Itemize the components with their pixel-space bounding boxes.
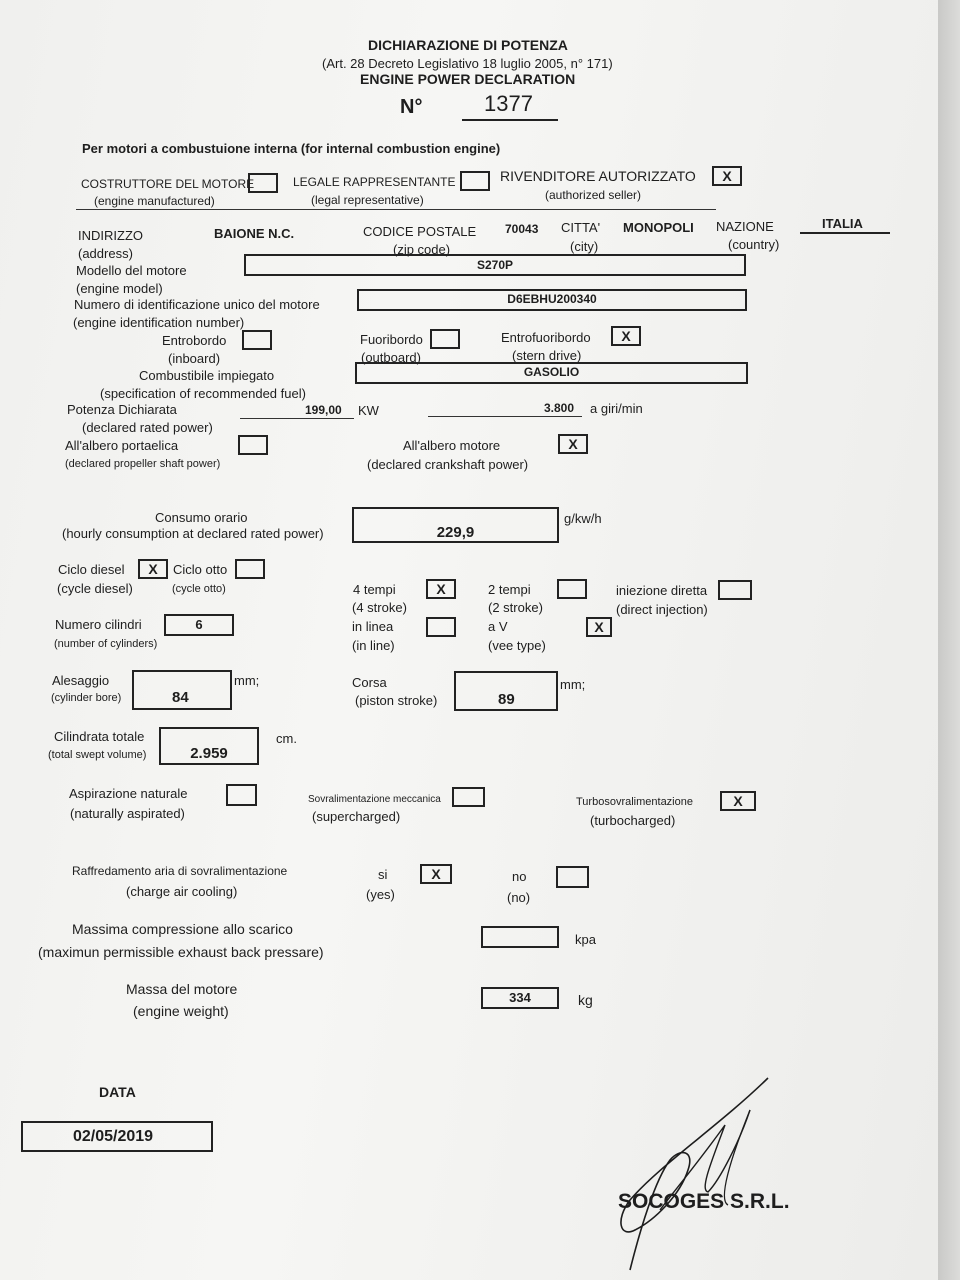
weight-label-en: (engine weight) (133, 1003, 229, 1019)
bore-label-en: (cylinder bore) (51, 692, 122, 704)
charge-air-cooling-label: Raffredamento aria di sovralimentazione (72, 864, 288, 878)
propeller-checkbox[interactable] (238, 435, 268, 455)
two-stroke-label: 2 tempi (488, 582, 531, 597)
engine-id-field[interactable]: D6EBHU200340 (357, 289, 747, 311)
exhaust-unit: kpa (575, 932, 596, 947)
cylinders-label-en: (number of cylinders) (54, 638, 158, 650)
exhaust-label-en: (maximun permissible exhaust back pressare) (38, 944, 324, 960)
address-value: BAIONE N.C. (214, 226, 295, 241)
zip-label: CODICE POSTALE (363, 224, 477, 239)
turbocharged-label-en: (turbocharged) (590, 813, 676, 828)
seller-label-en: (authorized seller) (545, 188, 642, 202)
cycle-diesel-label-en: (cycle diesel) (57, 581, 133, 596)
rpm-unit: a giri/min (590, 401, 643, 416)
city-label: CITTA' (561, 220, 601, 235)
inline-label: in linea (352, 619, 394, 634)
manufacturer-checkbox[interactable] (248, 173, 278, 193)
outboard-label-en: (outboard) (361, 350, 421, 365)
country-label-en: (country) (728, 237, 780, 252)
model-field[interactable]: S270P (244, 254, 746, 276)
rpm-value: 3.800 (544, 401, 575, 415)
stroke-unit: mm; (560, 677, 586, 692)
power-value: 199,00 (305, 403, 342, 417)
natural-aspiration-checkbox[interactable] (226, 784, 257, 806)
consumption-field[interactable]: 229,9 (352, 507, 559, 543)
manufacturer-label-en: (engine manufactured) (94, 194, 215, 208)
two-stroke-label-en: (2 stroke) (488, 600, 543, 615)
yes-label: si (378, 867, 388, 882)
fuel-label-en: (specification of recommended fuel) (100, 386, 306, 401)
seller-label: RIVENDITORE AUTORIZZATO (500, 168, 696, 184)
stern-drive-label-en: (stern drive) (512, 348, 582, 363)
direct-injection-label: iniezione diretta (616, 583, 708, 598)
cycle-otto-label-en: (cycle otto) (172, 583, 226, 595)
direct-injection-checkbox[interactable] (718, 580, 752, 600)
id-label: Numero di identificazione unico del motore (74, 297, 320, 312)
volume-field[interactable]: 2.959 (159, 727, 259, 765)
four-stroke-label-en: (4 stroke) (352, 600, 407, 615)
inboard-checkbox[interactable] (242, 330, 272, 350)
crankshaft-label-en: (declared crankshaft power) (367, 457, 529, 472)
company-name: SOCOGES S.R.L. (618, 1190, 790, 1213)
crankshaft-checkbox[interactable]: X (558, 434, 588, 454)
supercharged-checkbox[interactable] (452, 787, 485, 807)
consumption-label-en: (hourly consumption at declared rated power) (62, 526, 324, 541)
cooling-no-checkbox[interactable] (556, 866, 589, 888)
power-label: Potenza Dichiarata (67, 402, 177, 417)
cycle-otto-label: Ciclo otto (173, 562, 228, 577)
cycle-diesel-label: Ciclo diesel (58, 562, 125, 577)
city-label-en: (city) (570, 239, 599, 254)
date-label: DATA (99, 1084, 136, 1100)
seller-checkbox[interactable]: X (712, 166, 742, 186)
inline-checkbox[interactable] (426, 617, 456, 637)
turbocharged-checkbox[interactable]: X (720, 791, 756, 811)
exhaust-label: Massima compressione allo scarico (72, 921, 293, 937)
outboard-checkbox[interactable] (430, 329, 460, 349)
vee-label-en: (vee type) (488, 638, 546, 653)
vee-label: a V (488, 619, 508, 634)
fuel-label: Combustibile impiegato (139, 368, 275, 383)
address-label-en: (address) (78, 246, 133, 261)
crankshaft-label: All'albero motore (403, 438, 501, 453)
power-unit: KW (358, 403, 379, 418)
stroke-field[interactable]: 89 (454, 671, 558, 711)
weight-label: Massa del motore (126, 981, 238, 997)
declaration-number: 1377 (484, 91, 533, 116)
cylinders-field[interactable]: 6 (164, 614, 234, 636)
volume-label: Cilindrata totale (54, 729, 145, 744)
bore-unit: mm; (234, 673, 260, 688)
stern-drive-checkbox[interactable]: X (611, 326, 641, 346)
manufacturer-label: COSTRUTTORE DEL MOTORE (81, 177, 255, 191)
law-reference: (Art. 28 Decreto Legislativo 18 luglio 2005, n° 171) (322, 56, 613, 71)
stern-drive-label: Entrofuoribordo (501, 330, 591, 345)
page-edge-shadow (938, 0, 960, 1280)
weight-unit: kg (578, 992, 593, 1008)
consumption-label: Consumo orario (155, 510, 248, 525)
zip-value: 70043 (505, 222, 539, 236)
legal-rep-label-en: (legal representative) (311, 193, 424, 207)
country-underline (800, 232, 890, 234)
turbocharged-label: Turbosovralimentazione (576, 796, 693, 808)
propeller-label-en: (declared propeller shaft power) (65, 458, 221, 470)
four-stroke-checkbox[interactable]: X (426, 579, 456, 599)
id-label-en: (engine identification number) (73, 315, 245, 330)
legal-rep-label: LEGALE RAPPRESENTANTE (293, 175, 456, 189)
inboard-label-en: (inboard) (168, 351, 221, 366)
cylinders-label: Numero cilindri (55, 617, 142, 632)
outboard-label: Fuoribordo (360, 332, 423, 347)
country-value: ITALIA (822, 216, 863, 231)
role-divider (76, 209, 716, 210)
number-label: N° (400, 96, 423, 118)
city-value: MONOPOLI (623, 220, 694, 235)
no-label-en: (no) (507, 890, 531, 905)
two-stroke-checkbox[interactable] (557, 579, 587, 599)
date-field[interactable]: 02/05/2019 (21, 1121, 213, 1152)
model-label: Modello del motore (76, 263, 187, 278)
power-underline (240, 418, 354, 419)
cycle-diesel-checkbox[interactable]: X (138, 559, 168, 579)
cycle-otto-checkbox[interactable] (235, 559, 265, 579)
weight-field[interactable]: 334 (481, 987, 559, 1009)
zip-label-en: (zip code) (393, 242, 451, 257)
four-stroke-label: 4 tempi (353, 582, 396, 597)
legal-rep-checkbox[interactable] (460, 171, 490, 191)
bore-label: Alesaggio (52, 673, 110, 688)
power-label-en: (declared rated power) (82, 420, 213, 435)
fuel-field[interactable]: GASOLIO (355, 362, 748, 384)
direct-injection-label-en: (direct injection) (616, 602, 708, 617)
inline-label-en: (in line) (352, 638, 395, 653)
charge-air-cooling-label-en: (charge air cooling) (126, 884, 238, 899)
inboard-label: Entrobordo (162, 333, 227, 348)
consumption-unit: g/kw/h (564, 511, 602, 526)
exhaust-field[interactable] (481, 926, 559, 948)
stroke-label: Corsa (352, 675, 387, 690)
address-label: INDIRIZZO (78, 228, 143, 243)
natural-aspiration-label-en: (naturally aspirated) (70, 806, 185, 821)
no-label: no (512, 869, 527, 884)
document-title-en: ENGINE POWER DECLARATION (360, 71, 576, 87)
cooling-yes-checkbox[interactable]: X (420, 864, 452, 884)
number-underline (462, 119, 558, 121)
document-title: DICHIARAZIONE DI POTENZA (368, 37, 568, 53)
supercharged-label: Sovralimentazione meccanica (308, 794, 441, 805)
bore-field[interactable]: 84 (132, 670, 232, 710)
intro-text: Per motori a combustuione interna (for internal combustion engine) (82, 141, 501, 156)
stroke-label-en: (piston stroke) (355, 693, 438, 708)
propeller-label: All'albero portaelica (65, 438, 179, 453)
vee-checkbox[interactable]: X (586, 617, 612, 637)
volume-unit: cm. (276, 731, 297, 746)
natural-aspiration-label: Aspirazione naturale (69, 786, 188, 801)
rpm-underline (428, 416, 582, 417)
yes-label-en: (yes) (366, 887, 395, 902)
model-label-en: (engine model) (76, 281, 163, 296)
signature (600, 1070, 820, 1280)
country-label: NAZIONE (716, 219, 774, 234)
supercharged-label-en: (supercharged) (312, 809, 401, 824)
volume-label-en: (total swept volume) (48, 749, 147, 761)
